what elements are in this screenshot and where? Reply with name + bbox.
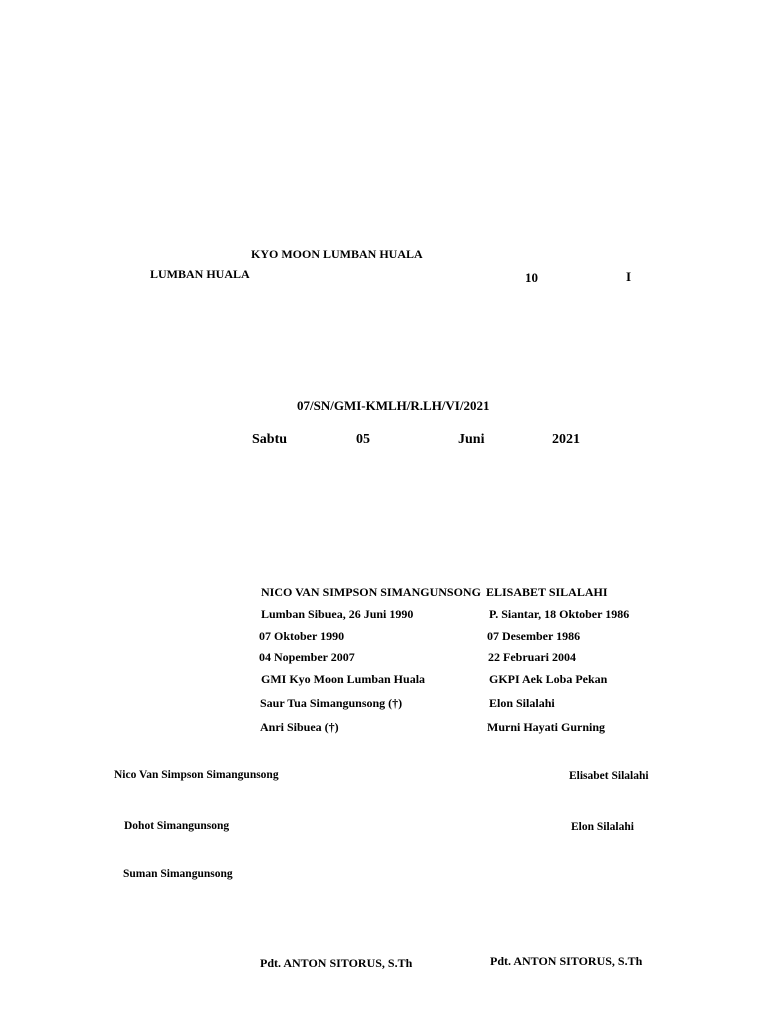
groom-church: GMI Kyo Moon Lumban Huala	[261, 672, 426, 686]
pastor-right: Pdt. ANTON SITORUS, S.Th	[490, 954, 643, 968]
groom-birth: Lumban Sibuea, 26 Juni 1990	[261, 607, 414, 621]
groom-baptism: 07 Oktober 1990	[259, 629, 345, 643]
church-name: KYO MOON LUMBAN HUALA	[251, 247, 423, 261]
signature-groom: Nico Van Simpson Simangunsong	[114, 769, 279, 781]
witness-right-1: Elon Silalahi	[571, 821, 634, 833]
groom-mother: Anri Sibuea (†)	[260, 720, 339, 734]
witness-left-1: Dohot Simangunsong	[124, 820, 230, 832]
groom-sidi: 04 Nopember 2007	[259, 650, 355, 664]
bride-father: Elon Silalahi	[489, 696, 555, 710]
month-field: Juni	[458, 432, 485, 447]
roman-numeral-field: I	[626, 269, 632, 284]
date-field: 05	[356, 432, 370, 447]
day-field: Sabtu	[252, 432, 288, 447]
bride-sidi: 22 Februari 2004	[488, 650, 576, 664]
pastor-left: Pdt. ANTON SITORUS, S.Th	[260, 956, 413, 970]
groom-father: Saur Tua Simangunsong (†)	[260, 696, 403, 710]
groom-name: NICO VAN SIMPSON SIMANGUNSONG	[261, 585, 481, 599]
bride-name: ELISABET SILALAHI	[486, 585, 608, 599]
number-field: 10	[525, 270, 538, 285]
place-name: LUMBAN HUALA	[150, 267, 250, 281]
bride-church: GKPI Aek Loba Pekan	[489, 672, 608, 686]
signature-bride: Elisabet Silalahi	[569, 770, 649, 782]
year-field: 2021	[552, 432, 580, 447]
bride-baptism: 07 Desember 1986	[487, 629, 581, 643]
bride-birth: P. Siantar, 18 Oktober 1986	[489, 607, 630, 621]
bride-mother: Murni Hayati Gurning	[487, 720, 606, 734]
witness-left-2: Suman Simangunsong	[123, 868, 233, 880]
reference-number: 07/SN/GMI-KMLH/R.LH/VI/2021	[297, 398, 490, 413]
